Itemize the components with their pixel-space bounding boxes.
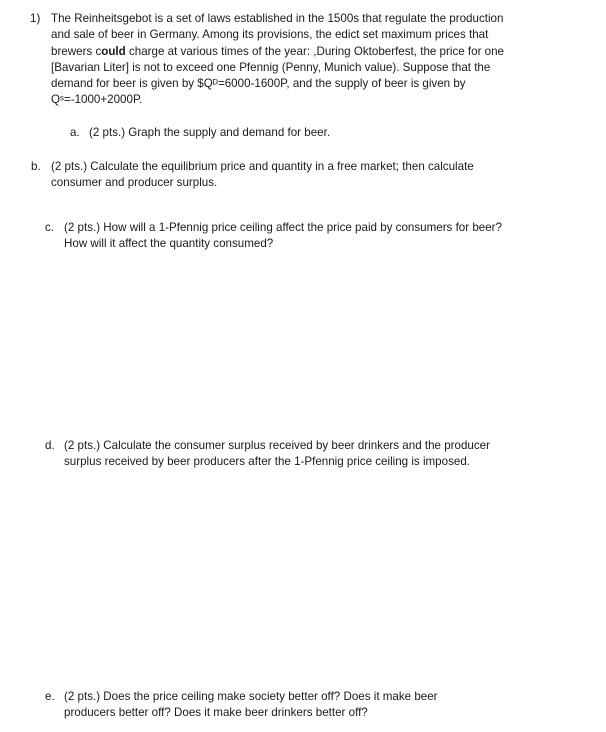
question-text [51, 11, 523, 109]
part-a-label: a. [70, 126, 80, 139]
part-e-label: e. [45, 690, 55, 703]
question-text-emphasis: ould [101, 44, 126, 58]
part-d-text: (2 pts.) Calculate the consumer surplus received by beer drinkers and the producer surplus received by beer producers after the 1-Pfennig price ceiling is imposed. [64, 439, 490, 469]
part-d-label: d. [45, 439, 55, 452]
part-b-label: b. [31, 160, 41, 173]
part-b-text: (2 pts.) Calculate the equilibrium price and quantity in a free market; then calculate consumer and producer surplus. [51, 160, 474, 190]
question-text-start: The Reinheitsgebot is a set of laws established in the 1500s that regulate the production and sale of beer in Germany. Among its provisions, the edict set maximum prices that brewers c [51, 12, 504, 58]
part-c-text: (2 pts.) How will a 1-Pfennig price ceiling affect the price paid by consumers for beer? How will it affect the quantity consumed? [64, 221, 502, 251]
part-c-label: c. [45, 221, 55, 234]
question-number: 1) [30, 12, 41, 25]
question-text-end: charge at various times of the year: ,During Oktoberfest, the price for one [Bavarian Liter] is not to exceed one Pfennig (Penny, Munich value). Suppose that the demand for beer is given by $Qᴰ=6000-1600P, and the supply of beer is given by Qˢ=-1000+2000P. [51, 44, 505, 107]
part-e-text: (2 pts.) Does the price ceiling make society better off? Does it make beer producers better off? Does it make beer drinkers better off? [64, 690, 438, 720]
part-a-text: (2 pts.) Graph the supply and demand for beer. [89, 126, 331, 139]
